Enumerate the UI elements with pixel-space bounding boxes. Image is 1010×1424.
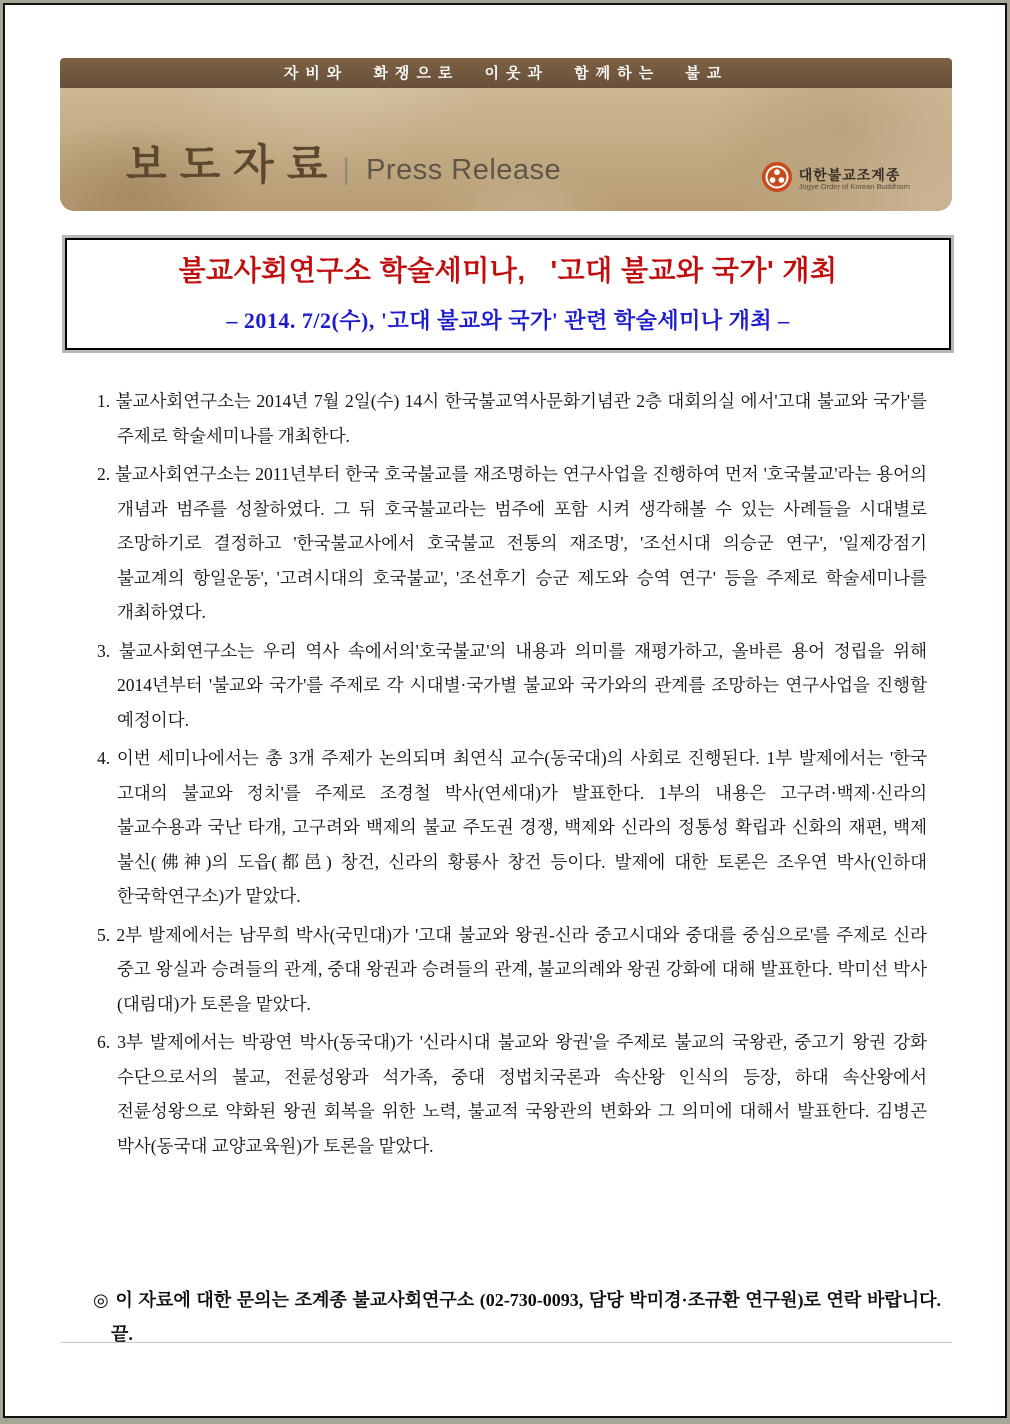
jogye-symbol-icon [761, 161, 793, 198]
headline-box [65, 238, 951, 350]
press-release-banner [60, 58, 952, 211]
paragraph-1: 1. 불교사회연구소는 2014년 7월 2일(수) 14시 한국불교역사문화기념관 2층 대회의실 에서'고대 불교와 국가'를 주제로 학술세미나를 개최한다. [97, 391, 927, 446]
bottom-divider [60, 1342, 952, 1343]
paragraph-4: 4. 이번 세미나에서는 총 3개 주제가 논의되며 최연식 교수(동국대)의 사회로 진행된다. 1부 발제에서는 '한국 고대의 불교와 정치'를 주제로 조경철 박사(연세대)가 발표한다. 1부의 내용은 고구려·백제·신라의 불교수용과 국난 타개, 고구려와 백제의 불교 주도권 경쟁, 백제와 신라의 정통성 확립과 신화의 재편, 백제 불신(佛神)의 도읍(都邑) 창건, 신라의 황룡사 창건 등이다. 발제에 대한 토론은 조우연 박사(인하대 한국학연구소)가 맡았다. [97, 748, 927, 906]
paragraph-5: 5. 2부 발제에서는 남무희 박사(국민대)가 '고대 불교와 왕권-신라 중고시대와 중대를 중심으로'를 주제로 신라 중고 왕실과 승려들의 관계, 중대 왕권과 승려들의 관계, 불교의례와 왕권 강화에 대해 발표한다. 박미선 박사(대림대)가 토론을 맡았다. [97, 924, 927, 1014]
paragraph-3: 3. 불교사회연구소는 우리 역사 속에서의'호국불교'의 내용과 의미를 재평가하고, 올바른 용어 정립을 위해 2014년부터 '불교와 국가'를 주제로 각 시대별·국가별 불교와 국가와의 관계를 조망하는 연구사업을 진행할 예정이다. [97, 640, 927, 730]
logo-text-block [799, 167, 910, 192]
banner-title-korean: 보도자료 [126, 141, 341, 188]
headline-title: 불교사회연구소 학술세미나, '고대 불교와 국가' 개최 [178, 255, 838, 286]
press-release-body [97, 384, 927, 1167]
banner-title-english: Press Release [366, 154, 562, 186]
banner-title-divider: | [342, 153, 351, 186]
banner-main [60, 88, 952, 211]
banner-title-row [126, 132, 561, 192]
paragraph-6: 6. 3부 발제에서는 박광연 박사(동국대)가 '신라시대 불교와 왕권'을 주제로 불교의 국왕관, 중고기 왕권 강화 수단으로서의 불교, 전륜성왕과 석가족, 중대 정법치국론과 속산왕 인식의 등장, 하대 속산왕에서 전륜성왕으로 약화된 왕권 회복을 위한 노력, 불교적 국왕관의 변화와 그 의미에 대해서 발표한다. 김병곤 박사(동국대 교양교육원)가 토론을 맡았다. [97, 1032, 927, 1156]
contact-note: ◎ 이 자료에 대한 문의는 조계종 불교사회연구소 (02-730-0093, 담당 박미경·조규환 연구원)로 연락 바랍니다. 끝. [93, 1290, 941, 1344]
headline-subtitle: – 2014. 7/2(수), '고대 불교와 국가' 관련 학술세미나 개최 – [226, 308, 790, 333]
jogye-order-logo [761, 161, 910, 198]
banner-slogan: 자비와 화쟁으로 이웃과 함께하는 불교 [60, 58, 952, 88]
paragraph-2: 2. 불교사회연구소는 2011년부터 한국 호국불교를 재조명하는 연구사업을 진행하여 먼저 '호국불교'라는 용어의 개념과 범주를 성찰하였다. 그 뒤 호국불교라는 범주에 포함 시켜 생각해볼 수 있는 사례들을 시대별로 조망하기로 결정하고 '한국불교사에서 호국불교 전통의 재조명', '조선시대 의승군 연구', '일제강점기 불교계의 항일운동', '고려시대의 호국불교', '조선후기 승군 제도와 승역 연구' 등을 주제로 학술세미나를 개최하였다. [97, 464, 927, 622]
logo-org-name-korean: 대한불교조계종 [798, 167, 901, 184]
press-release-page [3, 3, 1007, 1418]
logo-org-name-english: Jogye Order of Korean Buddhism [798, 182, 910, 192]
